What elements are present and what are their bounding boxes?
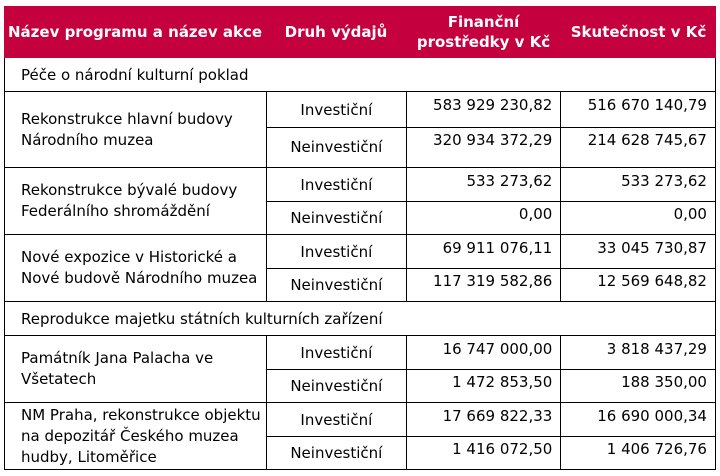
table-header	[4, 6, 716, 58]
row-noninvestment	[267, 436, 715, 469]
table-row	[4, 92, 716, 168]
row-noninvestment	[267, 268, 715, 301]
funds-value: 117 319 582,86	[407, 268, 562, 301]
expense-type: Investiční	[267, 92, 407, 127]
expense-type: Neinvestiční	[267, 127, 407, 167]
funds-value: 17 669 822,33	[407, 403, 562, 436]
actual-value: 12 569 648,82	[597, 272, 707, 290]
expense-type: Neinvestiční	[267, 369, 407, 402]
actual-value: 3 818 437,29	[606, 340, 707, 358]
program-name: Památník Jana Palacha ve Všetatech	[5, 336, 267, 402]
row-investment	[267, 235, 715, 269]
row-noninvestment	[267, 127, 715, 167]
budget-table	[4, 6, 716, 470]
header-type: Druh výdajů	[284, 23, 388, 41]
header-name: Název programu a název akce	[7, 23, 263, 41]
row-noninvestment	[267, 201, 715, 234]
row-noninvestment	[267, 369, 715, 402]
table-row	[4, 336, 716, 403]
program-name: NM Praha, rekonstrukce objektu na depozitář Českého muzea hudby, Litoměřice	[5, 403, 267, 469]
program-name: Rekonstrukce hlavní budovy Národního muzea	[5, 92, 267, 167]
row-investment	[267, 168, 715, 202]
header-actual: Skutečnost v Kč	[570, 23, 707, 41]
funds-value: 0,00	[407, 201, 562, 234]
expense-type: Investiční	[267, 336, 407, 369]
section-title: Reprodukce majetku státních kulturních zařízení	[4, 302, 716, 336]
section-title: Péče o národní kulturní poklad	[4, 58, 716, 92]
expense-type: Neinvestiční	[267, 268, 407, 301]
program-name: Nové expozice v Historické a Nové budově Národního muzea	[5, 235, 267, 301]
actual-value: 16 690 000,34	[597, 407, 707, 425]
row-investment	[267, 336, 715, 370]
actual-value: 1 406 726,76	[606, 440, 707, 458]
expense-type: Investiční	[267, 403, 407, 436]
funds-value: 1 472 853,50	[407, 369, 562, 402]
funds-value: 1 416 072,50	[407, 436, 562, 469]
expense-type: Investiční	[267, 235, 407, 268]
funds-value: 583 929 230,82	[407, 92, 562, 127]
actual-value: 533 273,62	[621, 172, 707, 190]
funds-value: 69 911 076,11	[407, 235, 562, 268]
actual-value: 516 670 140,79	[587, 96, 707, 114]
row-investment	[267, 403, 715, 437]
header-funds: Finanční prostředky v Kč	[416, 13, 551, 51]
funds-value: 16 747 000,00	[407, 336, 562, 369]
program-name: Rekonstrukce bývalé budovy Federálního shromáždění	[5, 168, 267, 234]
actual-value: 188 350,00	[621, 373, 707, 391]
expense-type: Neinvestiční	[267, 201, 407, 234]
table-row	[4, 235, 716, 302]
funds-value: 320 934 372,29	[407, 127, 562, 167]
funds-value: 533 273,62	[407, 168, 562, 201]
actual-value: 0,00	[673, 205, 707, 223]
actual-value: 214 628 745,67	[587, 131, 707, 149]
table-row	[4, 403, 716, 470]
expense-type: Neinvestiční	[267, 436, 407, 469]
expense-type: Investiční	[267, 168, 407, 201]
row-investment	[267, 92, 715, 128]
actual-value: 33 045 730,87	[597, 239, 707, 257]
table-row	[4, 168, 716, 235]
